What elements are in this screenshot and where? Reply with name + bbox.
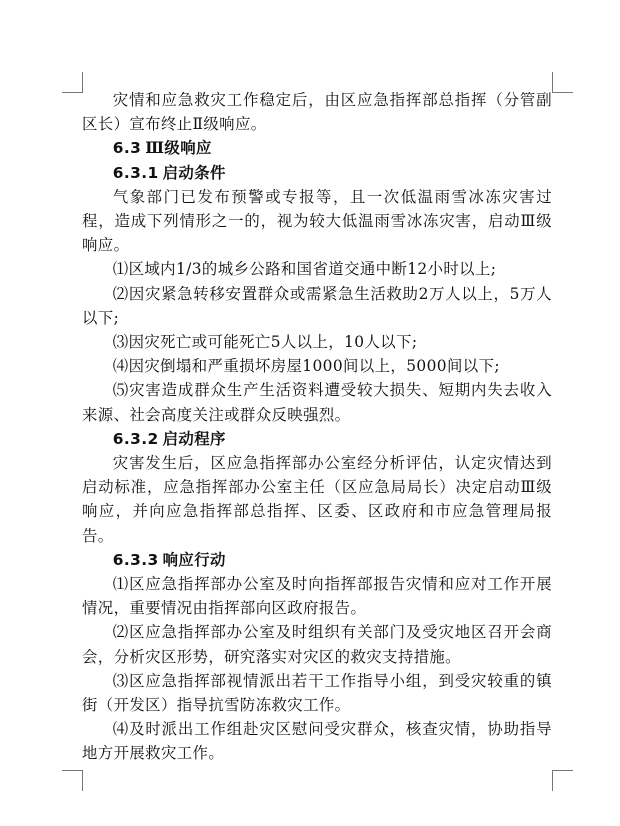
crop-mark-bottom-left (62, 770, 83, 791)
list-item: ⑵因灾紧急转移安置群众或需紧急生活救助2万人以上，5万人以下; (82, 284, 552, 327)
list-item: ⑶区应急指挥部视情派出若干工作指导小组，到受灾较重的镇街（开发区）指导抗雪防冻救灾工作。 (82, 671, 552, 715)
crop-mark-bottom-right (552, 770, 573, 791)
list-item: ⑷因灾倒塌和严重损坏房屋1000间以上，5000间以下; (112, 357, 500, 376)
list-item: ⑶因灾死亡或可能死亡5人以上，10人以下; (112, 333, 418, 352)
list-item: ⑷及时派出工作组赴灾区慰问受灾群众，核查灾情，协助指导地方开展救灾工作。 (82, 720, 552, 763)
list-item: ⑴区应急指挥部办公室及时向指挥部报告灾情和应对工作开展情况，重要情况由指挥部向区政府报告。 (82, 575, 552, 618)
section-heading-6-3-3 (82, 548, 552, 572)
list-item: ⑵区应急指挥部办公室及时组织有关部门及受灾地区召开会商会，分析灾区形势，研究落实对灾区的救灾支持措施。 (82, 623, 552, 666)
section-title: Ⅲ级响应 (145, 139, 212, 158)
section-number: 6.3.1 (112, 163, 159, 182)
document-page (82, 88, 552, 766)
crop-mark-top-right (552, 72, 573, 93)
paragraph: 灾害发生后，区应急指挥部办公室经分析评估，认定灾情达到启动标准，应急指挥部办公室主任（区应急局局长）决定启动Ⅲ级响应，并向应急指挥部总指挥、区委、区政府和市应急管理局报告。 (82, 454, 552, 545)
section-number: 6.3.2 (112, 429, 159, 448)
crop-mark-top-left (62, 72, 83, 93)
list-item: ⑸灾害造成群众生产生活资料遭受较大损失、短期内失去收入来源、社会高度关注或群众反映强烈。 (82, 381, 552, 424)
section-heading-6-3-2 (82, 427, 552, 451)
section-title: 响应行动 (162, 550, 226, 569)
paragraph: 灾情和应急救灾工作稳定后，由区应急指挥部总指挥（分管副区长）宣布终止Ⅱ级响应。 (82, 91, 552, 134)
section-heading-6-3-1 (82, 161, 552, 185)
section-number: 6.3 (112, 139, 142, 158)
section-title: 启动条件 (162, 163, 226, 182)
section-number: 6.3.3 (112, 550, 159, 569)
paragraph: 气象部门已发布预警或专报等，且一次低温雨雪冰冻灾害过程，造成下列情形之一的，视为较大低温雨雪冰冻灾害，启动Ⅲ级响应。 (82, 187, 552, 255)
section-title: 启动程序 (162, 429, 226, 448)
section-heading-6-3 (82, 136, 552, 160)
list-item: ⑴区域内1/3的城乡公路和国省道交通中断12小时以上; (112, 260, 497, 279)
